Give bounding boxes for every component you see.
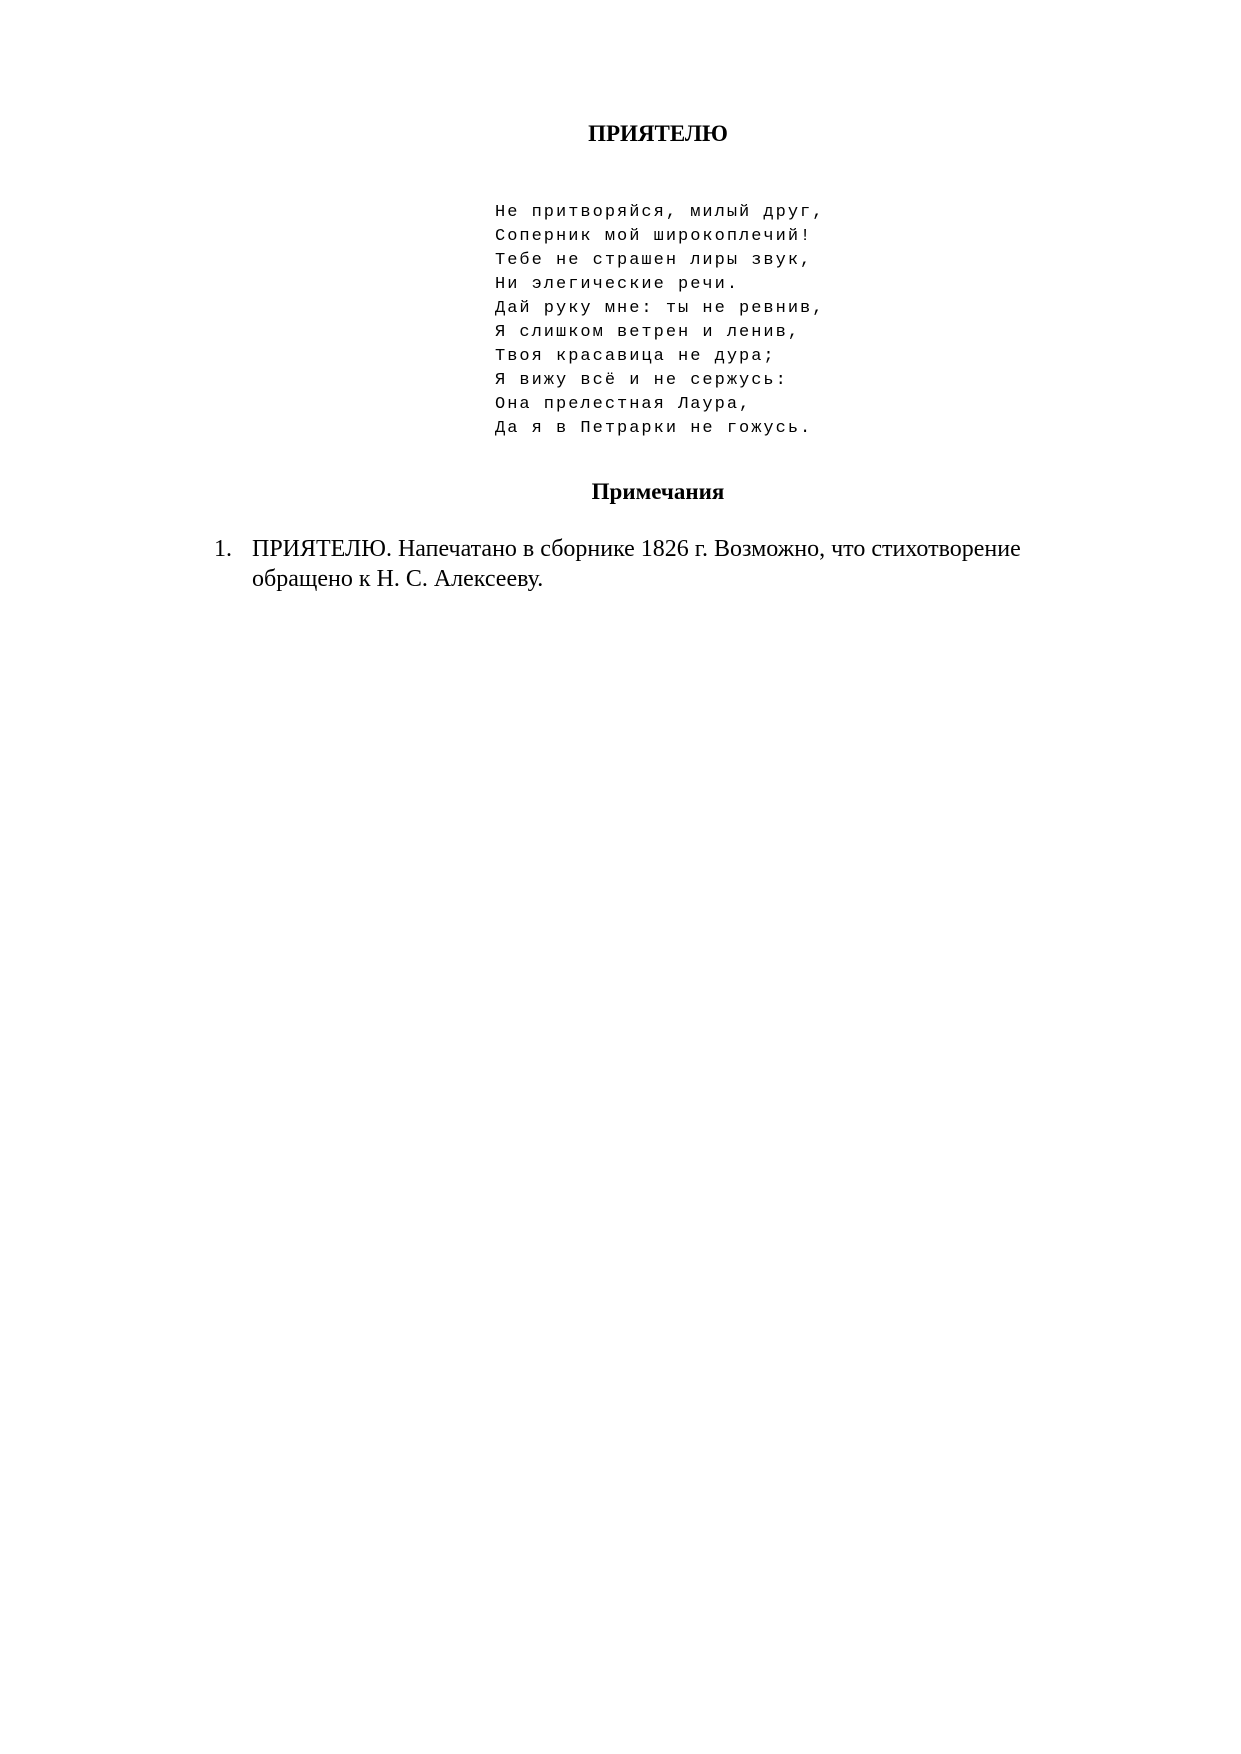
poem-line: Соперник мой широкоплечий! bbox=[495, 227, 813, 246]
notes-heading: Примечания bbox=[591, 479, 725, 504]
note-item bbox=[214, 534, 1102, 594]
note-number: 1. bbox=[214, 536, 232, 562]
poem-title: ПРИЯТЕЛЮ bbox=[588, 121, 728, 146]
poem-line: Не притворяйся, милый друг, bbox=[495, 203, 825, 222]
poem-line: Дай руку мне: ты не ревнив, bbox=[495, 299, 825, 318]
poem-line: Да я в Петрарки не гожусь. bbox=[495, 419, 813, 438]
notes-list bbox=[214, 534, 1102, 594]
poem-line: Она прелестная Лаура, bbox=[495, 395, 752, 414]
note-text: ПРИЯТЕЛЮ. Напечатано в сборнике 1826 г. Возможно, что стихотворение обращено к Н. С. Алексееву. bbox=[252, 536, 1021, 592]
poem-line: Тебе не страшен лиры звук, bbox=[495, 251, 813, 270]
poem-text bbox=[495, 201, 824, 441]
poem-line: Твоя красавица не дура; bbox=[495, 347, 776, 366]
poem-line: Я слишком ветрен и ленив, bbox=[495, 323, 801, 342]
poem-line: Я вижу всё и не сержусь: bbox=[495, 371, 788, 390]
poem-line: Ни элегические речи. bbox=[495, 275, 740, 294]
